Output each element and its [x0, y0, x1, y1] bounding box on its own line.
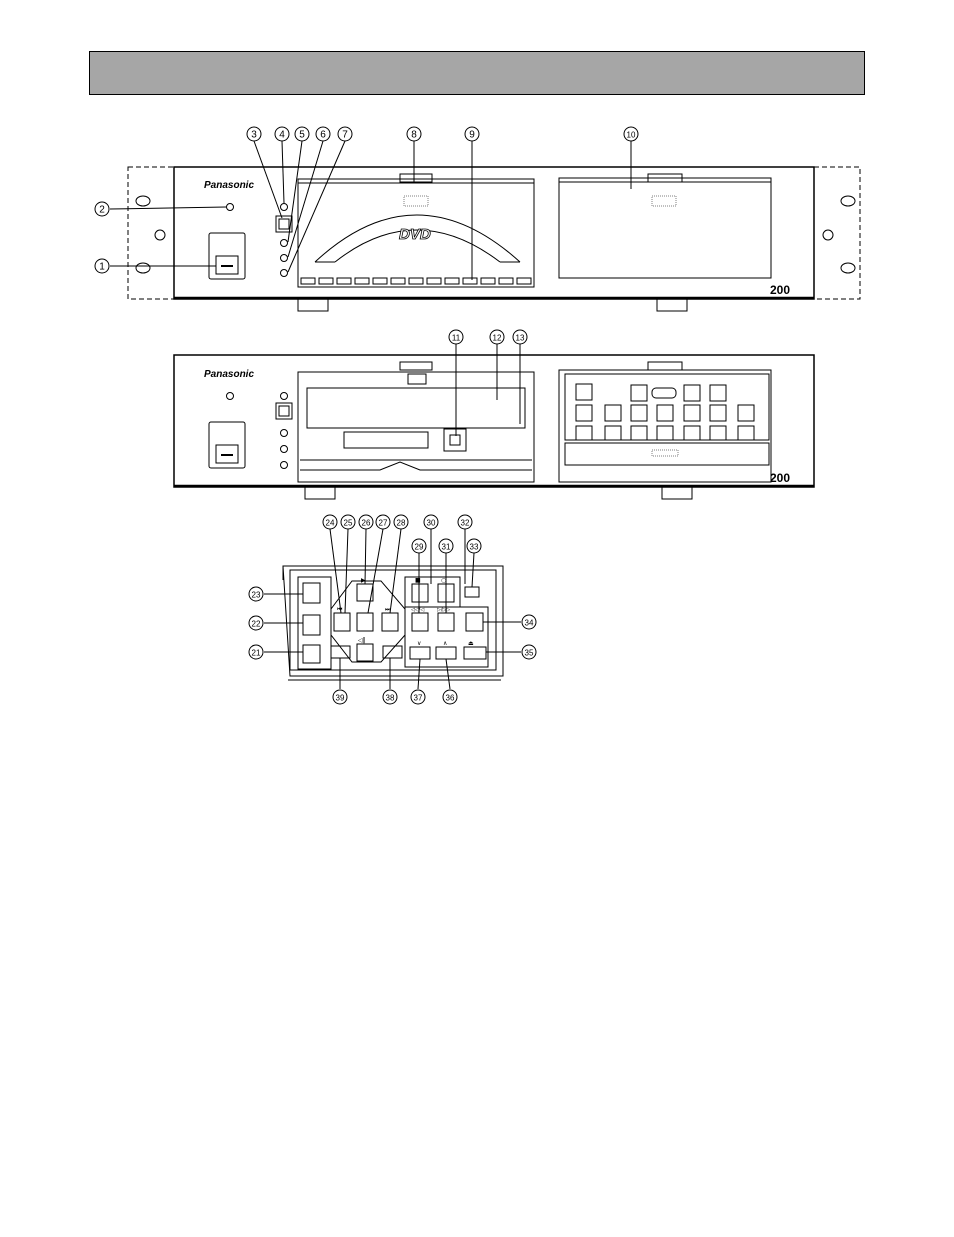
open-callouts — [456, 343, 520, 436]
button-21[interactable] — [303, 645, 320, 663]
callout-number: 30 — [426, 518, 436, 528]
step-pause-button[interactable] — [357, 644, 373, 661]
model-number: 200 — [770, 471, 791, 485]
record-icon: ○ — [441, 577, 447, 584]
mini-buttons — [576, 384, 754, 440]
callout-number: 9 — [469, 129, 475, 141]
skip-back-icon: ⏮ — [337, 606, 343, 613]
indicator-led — [281, 240, 288, 247]
callout-number: 26 — [361, 518, 371, 528]
model-number: 200 — [770, 283, 791, 297]
callout-2 — [95, 202, 109, 216]
callout-11 — [449, 330, 463, 344]
foot — [662, 487, 692, 499]
front-panel-body — [174, 167, 814, 299]
callout-10 — [624, 127, 638, 141]
callout-34 — [522, 615, 536, 629]
callout-number: 31 — [441, 542, 451, 552]
speaker-grille — [404, 196, 428, 206]
down-icon: ∨ — [417, 640, 422, 647]
callout-39 — [333, 690, 347, 704]
callout-6 — [316, 127, 330, 141]
callout-number: 34 — [524, 618, 534, 628]
foot — [305, 487, 335, 499]
callout-22 — [249, 616, 263, 630]
callout-33 — [467, 539, 481, 553]
play-icon: ▶ — [361, 577, 366, 584]
speaker-grille — [652, 196, 676, 206]
callout-3 — [247, 127, 261, 141]
callout-number: 27 — [378, 518, 388, 528]
callout-number: 38 — [385, 693, 395, 703]
callout-26 — [359, 515, 373, 529]
callout-7 — [338, 127, 352, 141]
enlarged-control-panel — [283, 566, 503, 680]
stop-button[interactable] — [412, 584, 428, 602]
callout-30 — [424, 515, 438, 529]
callout-number: 39 — [335, 693, 345, 703]
callout-8 — [407, 127, 421, 141]
rack-hole — [841, 263, 855, 273]
hinge — [408, 374, 426, 384]
eject-button[interactable] — [464, 647, 486, 659]
enlarged-callouts — [264, 529, 521, 689]
up-icon: ∧ — [443, 640, 448, 647]
callout-23 — [249, 587, 263, 601]
callout-number: 21 — [251, 648, 261, 658]
up-button[interactable] — [436, 647, 456, 659]
callout-number: 33 — [469, 542, 479, 552]
callout-12 — [490, 330, 504, 344]
step-pause-icon: ◁‖ — [358, 637, 366, 644]
callout-number: 24 — [325, 518, 335, 528]
callout-32 — [458, 515, 472, 529]
callout-number: 4 — [279, 129, 285, 141]
callout-number: 11 — [451, 333, 461, 343]
callout-number: 22 — [251, 619, 261, 629]
left-rack-ear — [128, 167, 174, 299]
down-button[interactable] — [410, 647, 430, 659]
callout-number: 28 — [396, 518, 406, 528]
stop-icon: ■ — [415, 577, 421, 584]
button-34[interactable] — [466, 613, 483, 631]
callout-number: 37 — [413, 693, 423, 703]
callout-number: 13 — [515, 333, 525, 343]
tray-eject-button[interactable] — [444, 429, 466, 451]
forward-button[interactable] — [438, 613, 454, 631]
power-led — [227, 204, 234, 211]
callout-9 — [465, 127, 479, 141]
skip-back-button[interactable] — [334, 613, 350, 631]
front-panel-open — [174, 355, 814, 499]
callout-number: 23 — [251, 590, 261, 600]
callout-number: 10 — [626, 130, 636, 140]
open-close-button[interactable] — [276, 403, 292, 419]
eject-icon: ⏏ — [468, 640, 474, 647]
callout-36 — [443, 690, 457, 704]
right-rack-ear — [814, 167, 860, 299]
rewind-button[interactable] — [412, 613, 428, 631]
dvd-logo: DVD — [399, 226, 431, 243]
center-button[interactable] — [357, 613, 373, 631]
callout-number: 29 — [414, 542, 424, 552]
brand-logo: Panasonic — [204, 369, 255, 380]
forward-icon: ▷/▷▷ — [437, 607, 451, 613]
rack-hole — [823, 230, 833, 240]
front-panel-closed — [128, 167, 860, 311]
skip-fwd-button[interactable] — [382, 613, 398, 631]
button-23[interactable] — [303, 583, 320, 603]
cover-lip — [565, 443, 769, 465]
callout-21 — [249, 645, 263, 659]
callout-27 — [376, 515, 390, 529]
callout-4 — [275, 127, 289, 141]
callout-37 — [411, 690, 425, 704]
callout-29 — [412, 539, 426, 553]
rack-hole — [155, 230, 165, 240]
callout-number: 5 — [299, 129, 305, 141]
callout-24 — [323, 515, 337, 529]
callout-1 — [95, 259, 109, 273]
callout-number: 3 — [251, 129, 257, 141]
callout-5 — [295, 127, 309, 141]
drive-label-area — [344, 432, 428, 448]
callout-31 — [439, 539, 453, 553]
callout-number: 1 — [99, 261, 105, 273]
rack-hole — [136, 263, 150, 273]
callout-number: 7 — [342, 129, 348, 141]
button-22[interactable] — [303, 615, 320, 635]
callout-number: 36 — [445, 693, 455, 703]
camera-button[interactable] — [465, 587, 479, 597]
power-led — [227, 393, 234, 400]
door-bottom-slots — [301, 278, 531, 284]
callout-number: 2 — [99, 204, 105, 216]
brand-logo: Panasonic — [204, 180, 255, 191]
rack-hole — [841, 196, 855, 206]
indicator-led — [281, 255, 288, 262]
callout-number: 8 — [411, 129, 417, 141]
skip-fwd-icon: ⏭ — [385, 606, 391, 613]
callout-25 — [341, 515, 355, 529]
control-cover[interactable] — [559, 182, 771, 278]
callout-number: 32 — [460, 518, 470, 528]
disc-tray-slot[interactable] — [307, 388, 525, 428]
callout-28 — [394, 515, 408, 529]
indicator-led — [281, 204, 288, 211]
front-callouts — [110, 141, 631, 280]
callout-35 — [522, 645, 536, 659]
callout-13 — [513, 330, 527, 344]
foot — [657, 299, 687, 311]
foot — [298, 299, 328, 311]
callout-number: 35 — [524, 648, 534, 658]
door-handle — [400, 174, 432, 182]
rack-hole — [136, 196, 150, 206]
callout-number: 12 — [492, 333, 502, 343]
callout-38 — [383, 690, 397, 704]
rewind-icon: ◁◁/◁ — [411, 607, 425, 613]
callout-number: 25 — [343, 518, 353, 528]
indicator-led — [281, 270, 288, 277]
callout-number: 6 — [320, 129, 326, 141]
